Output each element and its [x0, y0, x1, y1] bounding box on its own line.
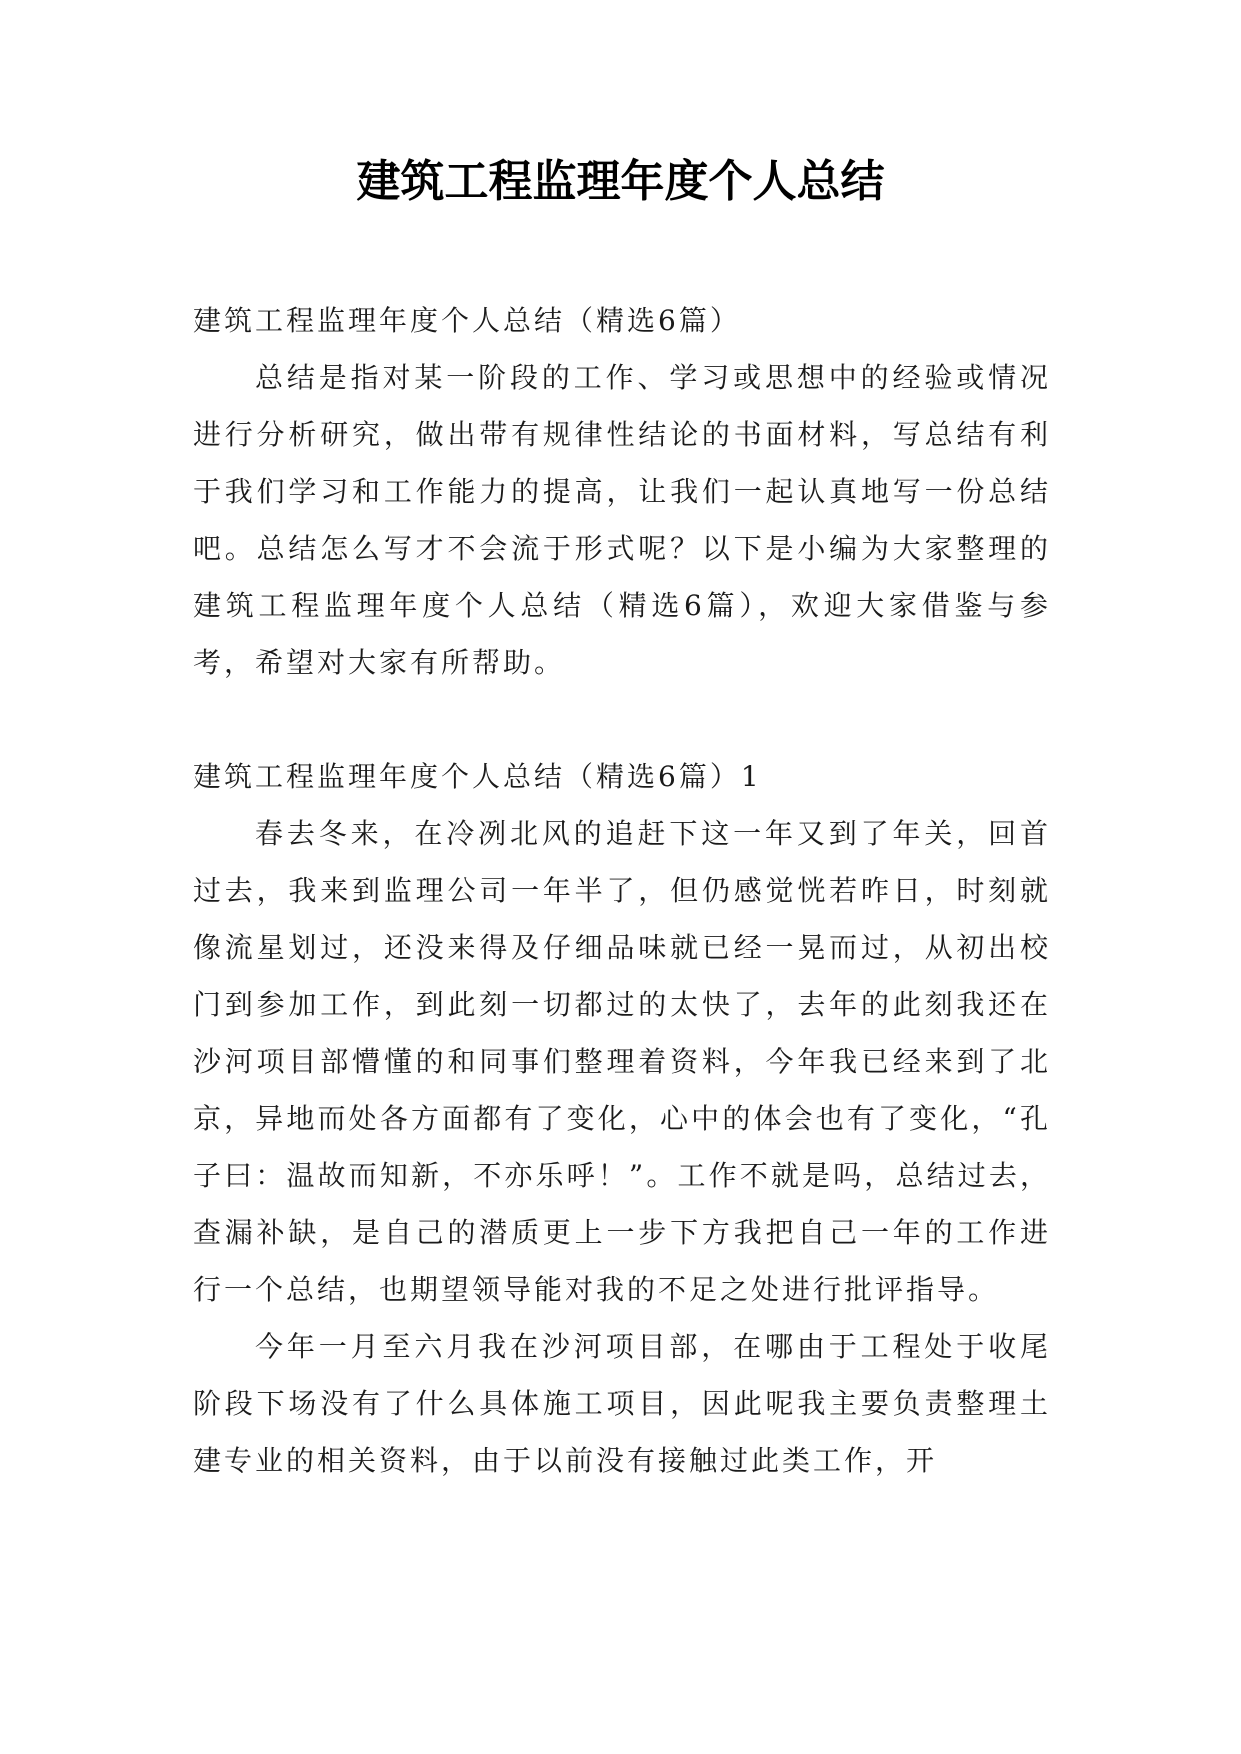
intro-heading: 建筑工程监理年度个人总结（精选6篇） [193, 304, 741, 337]
section-heading: 建筑工程监理年度个人总结（精选6篇）1 [193, 760, 762, 793]
intro-paragraph: 总结是指对某一阶段的工作、学习或思想中的经验或情况进行分析研究，做出带有规律性结论的书面材料，写总结有利于我们学习和工作能力的提高，让我们一起认真地写一份总结吧。总结怎么写才不会流于形式呢？以下是小编为大家整理的建筑工程监理年度个人总结（精选6篇），欢迎大家借鉴与参考，希望对大家有所帮助。 [193, 361, 1051, 679]
document-title: 建筑工程监理年度个人总结 [356, 156, 885, 207]
body-paragraph: 今年一月至六月我在沙河项目部，在哪由于工程处于收尾阶段下场没有了什么具体施工项目，因此呢我主要负责整理土建专业的相关资料，由于以前没有接触过此类工作，开 [193, 1330, 1051, 1477]
body-paragraph: 春去冬来，在冷冽北风的追赶下这一年又到了年关，回首过去，我来到监理公司一年半了，但仍感觉恍若昨日，时刻就像流星划过，还没来得及仔细品味就已经一晃而过，从初出校门到参加工作，到此刻一切都过的太快了，去年的此刻我还在沙河项目部懵懂的和同事们整理着资料，今年我已经来到了北京，异地而处各方面都有了变化，心中的体会也有了变化，“孔子曰：温故而知新，不亦乐呼！”。工作不就是吗，总结过去，查漏补缺，是自己的潜质更上一步下方我把自己一年的工作进行一个总结，也期望领导能对我的不足之处进行批评指导。 [193, 817, 1051, 1306]
document-body [193, 292, 1051, 1489]
